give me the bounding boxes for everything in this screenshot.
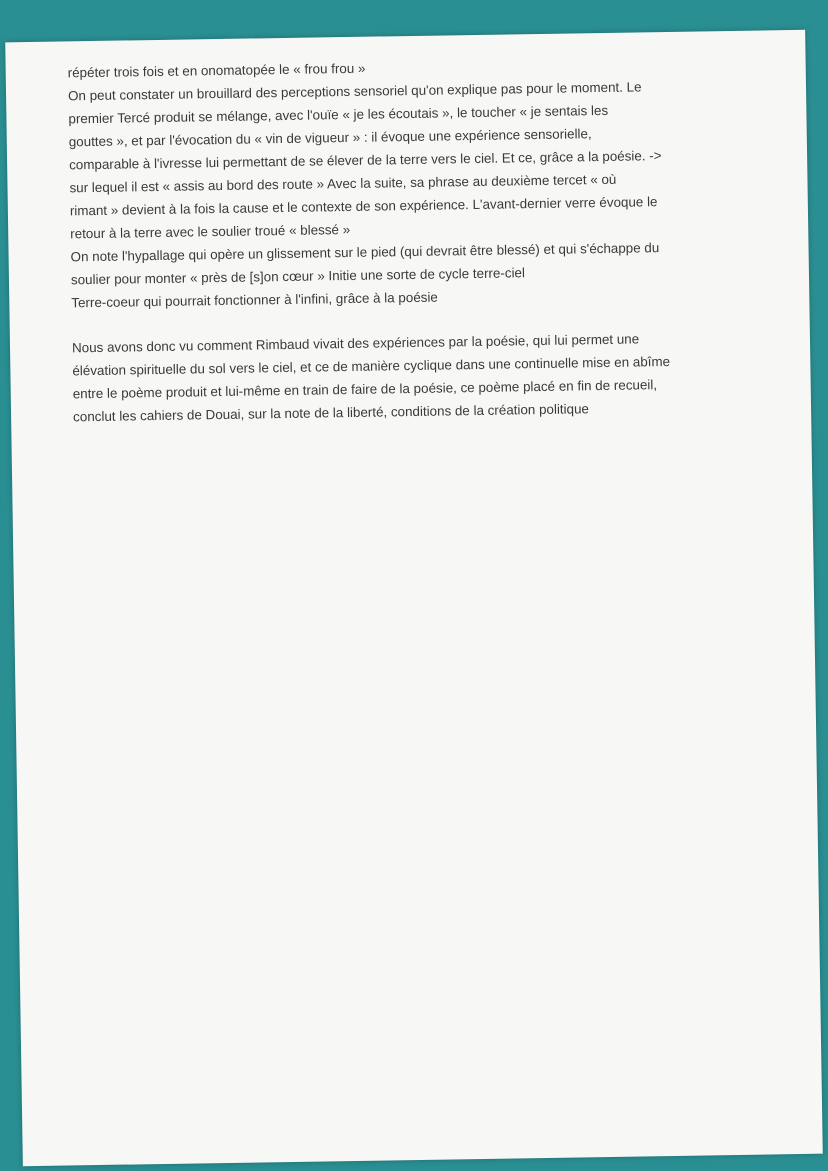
text-line: On peut constater un brouillard des perceptions sensoriel qu'on explique pas pour le moment. Le [67, 79, 642, 104]
text-line: sur lequel il est « assis au bord des route » Avec la suite, sa phrase au deuxième tercet « où [69, 171, 617, 196]
text-line: soulier pour monter « près de [s]on cœur » Initie une sorte de cycle terre-ciel [70, 265, 526, 288]
text-line: Nous avons donc vu comment Rimbaud vivait des expériences par la poésie, qui lui permet une [71, 331, 640, 356]
text-line: élévation spirituelle du sol vers le ciel, et ce de manière cyclique dans une continuelle mise en abîme [72, 353, 671, 379]
text-line: conclut les cahiers de Douai, sur la note de la liberté, conditions de la création politique [72, 401, 590, 425]
text-line: On note l'hypallage qui opère un glissement sur le pied (qui devrait être blessé) et qui s'échappe du [70, 240, 660, 265]
text-line: rimant » devient à la fois la cause et le contexte de son expérience. L'avant-dernier verre évoque le [69, 194, 658, 219]
document-text [68, 50, 794, 428]
text-line: retour à la terre avec le soulier troué « blessé » [70, 221, 351, 242]
text-line: répéter trois fois et en onomatopée le « frou frou » [67, 60, 366, 81]
paragraph-analysis [68, 50, 792, 314]
text-line: gouttes », et par l'évocation du « vin de vigueur » : il évoque une expérience sensorielle, [68, 126, 592, 150]
paper-sheet [5, 30, 823, 1166]
text-line: Terre-coeur qui pourrait fonctionner à l'infini, grâce à la poésie [71, 289, 438, 311]
paragraph-conclusion [72, 325, 793, 428]
text-line: comparable à l'ivresse lui permettant de se élever de la terre vers le ciel. Et ce, grâce a la poésie. -> [69, 148, 662, 173]
text-line: entre le poème produit et lui-même en train de faire de la poésie, ce poème placé en fin de recueil, [72, 377, 658, 402]
text-line: premier Tercé produit se mélange, avec l'ouïe « je les écoutais », le toucher « je sentais les [68, 102, 609, 127]
